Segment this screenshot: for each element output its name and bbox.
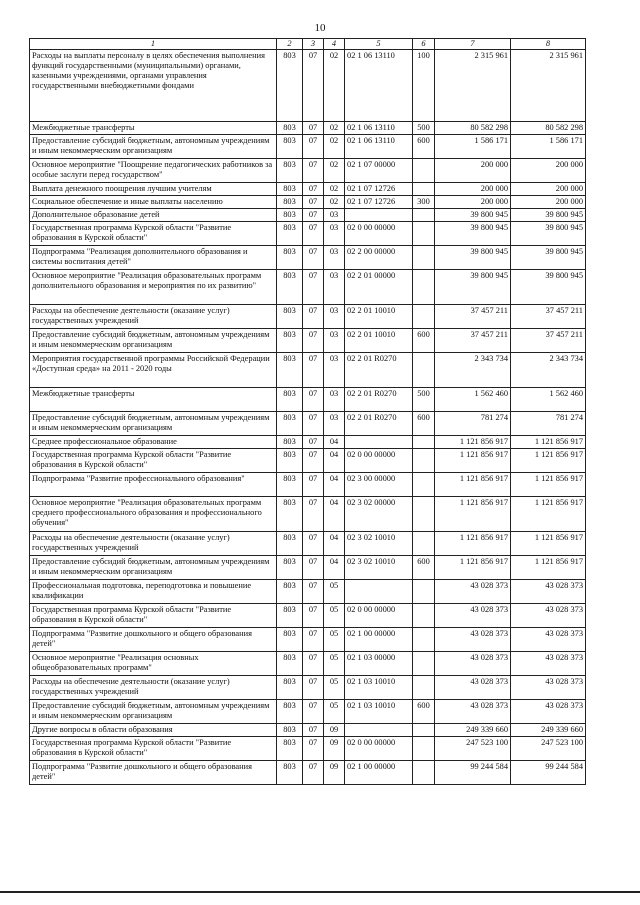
table-row [30, 496, 586, 531]
cell-section: 07 [303, 435, 324, 448]
cell-amount-1: 37 457 211 [435, 328, 511, 352]
cell-expense-type [413, 603, 435, 627]
table-row [30, 352, 586, 387]
cell-amount-2: 1 121 856 917 [511, 435, 586, 448]
cell-amount-2: 39 800 945 [511, 208, 586, 221]
cell-section: 07 [303, 723, 324, 736]
cell-name: Государственная программа Курской области "Развитие образования в Курской области" [30, 603, 277, 627]
cell-grbs: 803 [277, 675, 303, 699]
cell-section: 07 [303, 627, 324, 651]
cell-section: 07 [303, 736, 324, 760]
cell-expense-type [413, 627, 435, 651]
cell-amount-2: 43 028 373 [511, 627, 586, 651]
cell-expense-type [413, 448, 435, 472]
cell-amount-1: 99 244 584 [435, 760, 511, 784]
cell-amount-2: 249 339 660 [511, 723, 586, 736]
cell-expense-type [413, 208, 435, 221]
cell-expense-type: 100 [413, 49, 435, 121]
cell-target-article: 02 2 01 R0270 [345, 352, 413, 387]
cell-amount-2: 781 274 [511, 411, 586, 435]
table-row [30, 221, 586, 245]
table-row [30, 195, 586, 208]
cell-subsection: 02 [324, 49, 345, 121]
cell-expense-type [413, 723, 435, 736]
cell-name: Основное мероприятие "Реализация основных общеобразовательных программ" [30, 651, 277, 675]
cell-name: Основное мероприятие "Реализация образовательных программ дополнительного образования и мероприятия по их развитию" [30, 269, 277, 304]
cell-amount-2: 1 586 171 [511, 134, 586, 158]
cell-grbs: 803 [277, 723, 303, 736]
cell-target-article [345, 579, 413, 603]
cell-name: Предоставление субсидий бюджетным, автономным учреждениям и иным некоммерческим организациям [30, 328, 277, 352]
cell-section: 07 [303, 760, 324, 784]
cell-amount-2: 1 121 856 917 [511, 531, 586, 555]
cell-subsection: 05 [324, 579, 345, 603]
cell-subsection: 04 [324, 448, 345, 472]
cell-subsection: 04 [324, 531, 345, 555]
table-row [30, 472, 586, 496]
column-header-8: 8 [511, 39, 586, 50]
cell-target-article: 02 3 02 00000 [345, 496, 413, 531]
cell-subsection: 05 [324, 699, 345, 723]
cell-target-article: 02 1 03 00000 [345, 651, 413, 675]
table-row [30, 579, 586, 603]
cell-amount-2: 1 121 856 917 [511, 496, 586, 531]
table-row [30, 723, 586, 736]
column-header-6: 6 [413, 39, 435, 50]
table-row [30, 208, 586, 221]
cell-amount-1: 200 000 [435, 158, 511, 182]
cell-amount-1: 43 028 373 [435, 651, 511, 675]
cell-amount-1: 39 800 945 [435, 245, 511, 269]
cell-section: 07 [303, 448, 324, 472]
cell-amount-1: 781 274 [435, 411, 511, 435]
table-row [30, 603, 586, 627]
cell-grbs: 803 [277, 158, 303, 182]
cell-target-article: 02 1 06 13110 [345, 134, 413, 158]
cell-expense-type [413, 304, 435, 328]
cell-name: Расходы на обеспечение деятельности (оказание услуг) государственных учреждений [30, 675, 277, 699]
cell-target-article: 02 1 00 00000 [345, 760, 413, 784]
cell-name: Социальное обеспечение и иные выплаты населению [30, 195, 277, 208]
cell-amount-1: 1 121 856 917 [435, 435, 511, 448]
cell-name: Межбюджетные трансферты [30, 121, 277, 134]
table-row [30, 49, 586, 121]
cell-section: 07 [303, 269, 324, 304]
cell-target-article: 02 1 07 12726 [345, 182, 413, 195]
cell-target-article [345, 723, 413, 736]
cell-target-article: 02 3 02 10010 [345, 531, 413, 555]
cell-grbs: 803 [277, 328, 303, 352]
cell-name: Выплата денежного поощрения лучшим учителям [30, 182, 277, 195]
cell-name: Среднее профессиональное образование [30, 435, 277, 448]
column-header-1: 1 [30, 39, 277, 50]
cell-name: Предоставление субсидий бюджетным, автономным учреждениям и иным некоммерческим организациям [30, 699, 277, 723]
cell-subsection: 09 [324, 736, 345, 760]
cell-amount-1: 247 523 100 [435, 736, 511, 760]
cell-amount-2: 43 028 373 [511, 675, 586, 699]
cell-amount-2: 37 457 211 [511, 328, 586, 352]
cell-amount-2: 37 457 211 [511, 304, 586, 328]
cell-target-article: 02 0 00 00000 [345, 736, 413, 760]
cell-amount-1: 80 582 298 [435, 121, 511, 134]
table-row [30, 328, 586, 352]
cell-grbs: 803 [277, 579, 303, 603]
cell-amount-1: 1 121 856 917 [435, 555, 511, 579]
cell-subsection: 03 [324, 304, 345, 328]
cell-subsection: 02 [324, 134, 345, 158]
cell-amount-1: 2 315 961 [435, 49, 511, 121]
cell-target-article: 02 3 00 00000 [345, 472, 413, 496]
cell-amount-2: 43 028 373 [511, 699, 586, 723]
cell-grbs: 803 [277, 531, 303, 555]
cell-amount-2: 1 121 856 917 [511, 472, 586, 496]
cell-section: 07 [303, 699, 324, 723]
cell-target-article: 02 3 02 10010 [345, 555, 413, 579]
cell-expense-type [413, 675, 435, 699]
cell-target-article: 02 1 06 13110 [345, 121, 413, 134]
cell-grbs: 803 [277, 134, 303, 158]
cell-grbs: 803 [277, 269, 303, 304]
cell-name: Предоставление субсидий бюджетным, автономным учреждениям и иным некоммерческим организациям [30, 411, 277, 435]
cell-expense-type [413, 760, 435, 784]
cell-amount-1: 1 121 856 917 [435, 472, 511, 496]
cell-grbs: 803 [277, 699, 303, 723]
cell-subsection: 02 [324, 182, 345, 195]
cell-name: Предоставление субсидий бюджетным, автономным учреждениям и иным некоммерческим организациям [30, 555, 277, 579]
cell-subsection: 05 [324, 651, 345, 675]
cell-target-article: 02 1 07 12726 [345, 195, 413, 208]
cell-amount-2: 1 121 856 917 [511, 448, 586, 472]
cell-section: 07 [303, 531, 324, 555]
table-row [30, 675, 586, 699]
cell-name: Основное мероприятие "Реализация образовательных программ среднего профессионального образования и профессионального обучения" [30, 496, 277, 531]
cell-subsection: 03 [324, 221, 345, 245]
cell-section: 07 [303, 387, 324, 411]
cell-target-article: 02 0 00 00000 [345, 448, 413, 472]
cell-expense-type [413, 269, 435, 304]
cell-amount-2: 39 800 945 [511, 269, 586, 304]
cell-expense-type [413, 182, 435, 195]
page-number: 10 [314, 22, 326, 34]
table-row [30, 411, 586, 435]
cell-amount-1: 43 028 373 [435, 579, 511, 603]
column-header-2: 2 [277, 39, 303, 50]
table-row [30, 269, 586, 304]
cell-name: Межбюджетные трансферты [30, 387, 277, 411]
table-row [30, 627, 586, 651]
cell-name: Основное мероприятие "Поощрение педагогических работников за особые заслуги перед государством" [30, 158, 277, 182]
cell-target-article: 02 2 01 10010 [345, 328, 413, 352]
cell-expense-type [413, 472, 435, 496]
cell-expense-type [413, 245, 435, 269]
cell-section: 07 [303, 579, 324, 603]
cell-target-article: 02 1 03 10010 [345, 675, 413, 699]
cell-name: Другие вопросы в области образования [30, 723, 277, 736]
cell-amount-2: 200 000 [511, 182, 586, 195]
cell-expense-type [413, 352, 435, 387]
column-number-row [30, 39, 586, 50]
cell-amount-1: 1 586 171 [435, 134, 511, 158]
cell-target-article: 02 1 06 13110 [345, 49, 413, 121]
cell-section: 07 [303, 603, 324, 627]
cell-amount-1: 2 343 734 [435, 352, 511, 387]
cell-amount-1: 1 121 856 917 [435, 448, 511, 472]
cell-subsection: 02 [324, 121, 345, 134]
cell-expense-type: 500 [413, 121, 435, 134]
cell-subsection: 04 [324, 435, 345, 448]
table-row [30, 121, 586, 134]
cell-amount-2: 80 582 298 [511, 121, 586, 134]
cell-amount-2: 39 800 945 [511, 245, 586, 269]
table-row [30, 435, 586, 448]
cell-amount-1: 1 121 856 917 [435, 496, 511, 531]
cell-subsection: 03 [324, 411, 345, 435]
table-row [30, 304, 586, 328]
cell-amount-1: 37 457 211 [435, 304, 511, 328]
cell-expense-type [413, 496, 435, 531]
cell-expense-type: 600 [413, 411, 435, 435]
cell-amount-2: 43 028 373 [511, 603, 586, 627]
cell-amount-1: 249 339 660 [435, 723, 511, 736]
cell-amount-1: 200 000 [435, 195, 511, 208]
cell-grbs: 803 [277, 221, 303, 245]
cell-expense-type: 600 [413, 134, 435, 158]
cell-grbs: 803 [277, 496, 303, 531]
cell-amount-1: 43 028 373 [435, 699, 511, 723]
table-row [30, 531, 586, 555]
cell-grbs: 803 [277, 208, 303, 221]
cell-grbs: 803 [277, 651, 303, 675]
cell-expense-type [413, 579, 435, 603]
cell-target-article: 02 1 03 10010 [345, 699, 413, 723]
column-header-7: 7 [435, 39, 511, 50]
cell-target-article: 02 2 01 R0270 [345, 411, 413, 435]
cell-subsection: 05 [324, 603, 345, 627]
cell-amount-2: 43 028 373 [511, 579, 586, 603]
cell-target-article: 02 0 00 00000 [345, 603, 413, 627]
cell-grbs: 803 [277, 387, 303, 411]
cell-target-article [345, 435, 413, 448]
cell-grbs: 803 [277, 182, 303, 195]
cell-amount-1: 39 800 945 [435, 208, 511, 221]
cell-section: 07 [303, 121, 324, 134]
table-row [30, 158, 586, 182]
cell-name: Расходы на обеспечение деятельности (оказание услуг) государственных учреждений [30, 304, 277, 328]
cell-amount-1: 39 800 945 [435, 221, 511, 245]
cell-target-article: 02 2 00 00000 [345, 245, 413, 269]
cell-name: Мероприятия государственной программы Российской Федерации «Доступная среда» на 2011 - 2020 годы [30, 352, 277, 387]
cell-amount-2: 43 028 373 [511, 651, 586, 675]
cell-target-article: 02 1 00 00000 [345, 627, 413, 651]
cell-grbs: 803 [277, 472, 303, 496]
cell-section: 07 [303, 182, 324, 195]
cell-subsection: 05 [324, 627, 345, 651]
cell-amount-1: 43 028 373 [435, 627, 511, 651]
cell-section: 07 [303, 195, 324, 208]
cell-name: Государственная программа Курской области "Развитие образования в Курской области" [30, 221, 277, 245]
cell-subsection: 03 [324, 245, 345, 269]
cell-amount-2: 200 000 [511, 158, 586, 182]
cell-grbs: 803 [277, 627, 303, 651]
cell-section: 07 [303, 304, 324, 328]
cell-target-article: 02 0 00 00000 [345, 221, 413, 245]
cell-amount-2: 247 523 100 [511, 736, 586, 760]
cell-amount-1: 43 028 373 [435, 603, 511, 627]
cell-amount-2: 1 121 856 917 [511, 555, 586, 579]
cell-section: 07 [303, 49, 324, 121]
cell-subsection: 03 [324, 387, 345, 411]
cell-subsection: 02 [324, 195, 345, 208]
cell-subsection: 03 [324, 328, 345, 352]
cell-name: Подпрограмма "Развитие дошкольного и общего образования детей" [30, 760, 277, 784]
cell-section: 07 [303, 221, 324, 245]
cell-target-article: 02 2 01 10010 [345, 304, 413, 328]
cell-section: 07 [303, 496, 324, 531]
column-header-5: 5 [345, 39, 413, 50]
cell-amount-1: 200 000 [435, 182, 511, 195]
cell-expense-type [413, 531, 435, 555]
cell-expense-type: 500 [413, 387, 435, 411]
column-header-4: 4 [324, 39, 345, 50]
cell-expense-type [413, 651, 435, 675]
cell-section: 07 [303, 472, 324, 496]
cell-grbs: 803 [277, 352, 303, 387]
cell-expense-type: 300 [413, 195, 435, 208]
cell-name: Подпрограмма "Реализация дополнительного образования и системы воспитания детей" [30, 245, 277, 269]
cell-grbs: 803 [277, 411, 303, 435]
column-header-3: 3 [303, 39, 324, 50]
cell-amount-2: 200 000 [511, 195, 586, 208]
cell-section: 07 [303, 675, 324, 699]
cell-name: Предоставление субсидий бюджетным, автономным учреждениям и иным некоммерческим организациям [30, 134, 277, 158]
cell-expense-type [413, 435, 435, 448]
cell-section: 07 [303, 328, 324, 352]
bottom-rule [0, 891, 640, 893]
cell-grbs: 803 [277, 304, 303, 328]
cell-expense-type: 600 [413, 328, 435, 352]
cell-name: Государственная программа Курской области "Развитие образования в Курской области" [30, 736, 277, 760]
cell-subsection: 04 [324, 555, 345, 579]
budget-table [29, 38, 586, 785]
table-row [30, 651, 586, 675]
table-row [30, 182, 586, 195]
cell-grbs: 803 [277, 435, 303, 448]
table-row [30, 448, 586, 472]
table-row [30, 387, 586, 411]
cell-subsection: 03 [324, 352, 345, 387]
cell-section: 07 [303, 555, 324, 579]
table-row [30, 555, 586, 579]
cell-name: Дополнительное образование детей [30, 208, 277, 221]
table-row [30, 699, 586, 723]
cell-subsection: 03 [324, 269, 345, 304]
cell-amount-1: 1 562 460 [435, 387, 511, 411]
cell-grbs: 803 [277, 245, 303, 269]
cell-amount-1: 1 121 856 917 [435, 531, 511, 555]
table-row [30, 134, 586, 158]
cell-grbs: 803 [277, 121, 303, 134]
cell-section: 07 [303, 651, 324, 675]
cell-name: Подпрограмма "Развитие профессионального образования" [30, 472, 277, 496]
cell-subsection: 05 [324, 675, 345, 699]
cell-name: Расходы на выплаты персоналу в целях обеспечения выполнения функций государственными (муниципальными) органами, казенными учреждениями, органами управления государственными внебюджетными фондами [30, 49, 277, 121]
cell-expense-type: 600 [413, 699, 435, 723]
cell-expense-type: 600 [413, 555, 435, 579]
cell-grbs: 803 [277, 760, 303, 784]
cell-target-article: 02 2 01 R0270 [345, 387, 413, 411]
cell-subsection: 03 [324, 208, 345, 221]
cell-expense-type [413, 221, 435, 245]
cell-section: 07 [303, 245, 324, 269]
cell-subsection: 04 [324, 496, 345, 531]
cell-grbs: 803 [277, 448, 303, 472]
cell-target-article: 02 1 07 00000 [345, 158, 413, 182]
cell-target-article [345, 208, 413, 221]
table-row [30, 736, 586, 760]
cell-subsection: 04 [324, 472, 345, 496]
cell-subsection: 09 [324, 760, 345, 784]
cell-subsection: 09 [324, 723, 345, 736]
cell-name: Расходы на обеспечение деятельности (оказание услуг) государственных учреждений [30, 531, 277, 555]
cell-section: 07 [303, 352, 324, 387]
budget-table-body [30, 49, 586, 784]
table-row [30, 245, 586, 269]
cell-grbs: 803 [277, 195, 303, 208]
cell-amount-2: 1 562 460 [511, 387, 586, 411]
cell-amount-2: 99 244 584 [511, 760, 586, 784]
cell-expense-type [413, 158, 435, 182]
cell-section: 07 [303, 411, 324, 435]
cell-amount-1: 39 800 945 [435, 269, 511, 304]
table-row [30, 760, 586, 784]
cell-amount-2: 2 343 734 [511, 352, 586, 387]
cell-subsection: 02 [324, 158, 345, 182]
cell-target-article: 02 2 01 00000 [345, 269, 413, 304]
cell-grbs: 803 [277, 555, 303, 579]
cell-section: 07 [303, 134, 324, 158]
cell-grbs: 803 [277, 736, 303, 760]
cell-expense-type [413, 736, 435, 760]
cell-amount-1: 43 028 373 [435, 675, 511, 699]
cell-name: Государственная программа Курской области "Развитие образования в Курской области" [30, 448, 277, 472]
cell-name: Профессиональная подготовка, переподготовка и повышение квалификации [30, 579, 277, 603]
cell-section: 07 [303, 158, 324, 182]
cell-grbs: 803 [277, 49, 303, 121]
cell-name: Подпрограмма "Развитие дошкольного и общего образования детей" [30, 627, 277, 651]
cell-amount-2: 39 800 945 [511, 221, 586, 245]
cell-amount-2: 2 315 961 [511, 49, 586, 121]
cell-section: 07 [303, 208, 324, 221]
cell-grbs: 803 [277, 603, 303, 627]
